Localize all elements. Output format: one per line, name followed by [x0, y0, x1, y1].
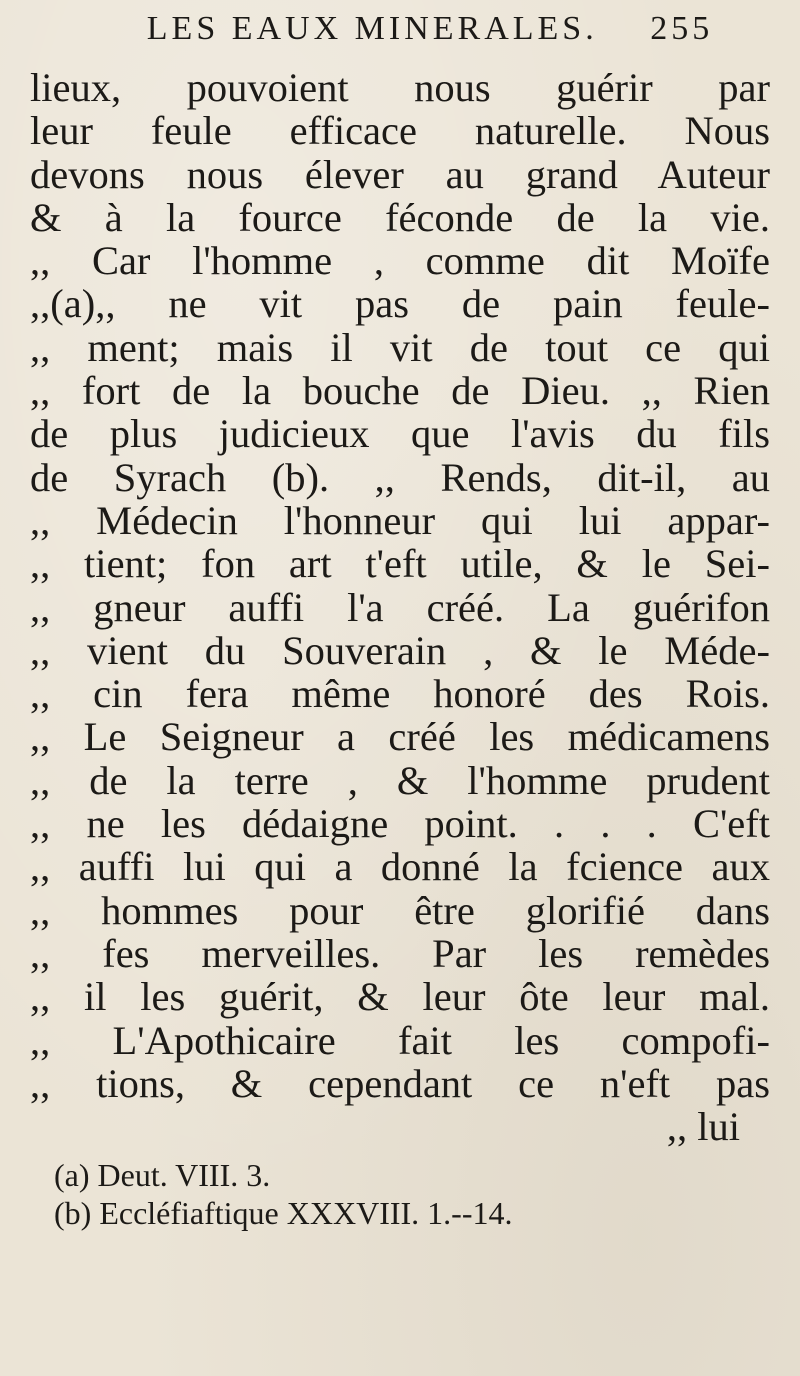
text-line: ,,(a),, ne vit pas de pain feule-: [30, 281, 770, 327]
page-number: 255: [650, 10, 714, 47]
text-line: ,, vient du Souverain , & le Méde-: [30, 627, 770, 673]
text-line: ,, Le Seigneur a créé les médicamens: [30, 714, 770, 760]
text-line: ,, fes merveilles. Par les remèdes: [30, 930, 770, 976]
footnote-b: (b) Eccléfiaftique XXXVIII. 1.--14.: [54, 1195, 513, 1231]
text-line: ,, hommes pour être glorifié dans: [30, 887, 770, 933]
text-line: ,, tient; fon art t'eft utile, & le Sei-: [30, 541, 770, 587]
text-line: ,, fort de la bouche de Dieu. ,, Rien: [30, 368, 770, 414]
text-line: ,, il les guérit, & leur ôte leur mal.: [30, 974, 770, 1020]
text-line: ,, tions, & cependant ce n'eft pas: [30, 1060, 770, 1106]
catchword-line: ,, lui: [666, 1104, 740, 1150]
text-line: ,, ment; mais il vit de tout ce qui: [30, 324, 770, 370]
text-line: de Syrach (b). ,, Rends, dit-il, au: [30, 454, 770, 500]
text-line: ,, gneur auffi l'a créé. La guérifon: [30, 584, 770, 630]
text-line: ,, auffi lui qui a donné la fcience aux: [30, 844, 770, 890]
footnote-a: (a) Deut. VIII. 3.: [54, 1157, 271, 1193]
text-line: & à la fource féconde de la vie.: [30, 194, 770, 240]
running-head-title: LES EAUX MINERALES.: [146, 10, 598, 47]
text-line: devons nous élever au grand Auteur: [30, 151, 770, 197]
text-line: ,, de la terre , & l'homme prudent: [30, 757, 770, 803]
running-head: [0, 10, 800, 48]
text-line: ,, Car l'homme , comme dit Moïfe: [30, 238, 770, 284]
text-line: ,, L'Apothicaire fait les compofi-: [30, 1017, 770, 1063]
body-text: [30, 66, 770, 1148]
text-line: ,, cin fera même honoré des Rois.: [30, 671, 770, 717]
text-line: de plus judicieux que l'avis du fils: [30, 411, 770, 457]
footnotes: [54, 1156, 754, 1232]
text-line: ,, ne les dédaigne point. . . . C'eft: [30, 801, 770, 847]
text-line: ,, Médecin l'honneur qui lui appar-: [30, 497, 770, 543]
text-line: lieux, pouvoient nous guérir par: [30, 65, 770, 110]
text-line: leur feule efficace naturelle. Nous: [30, 108, 770, 154]
